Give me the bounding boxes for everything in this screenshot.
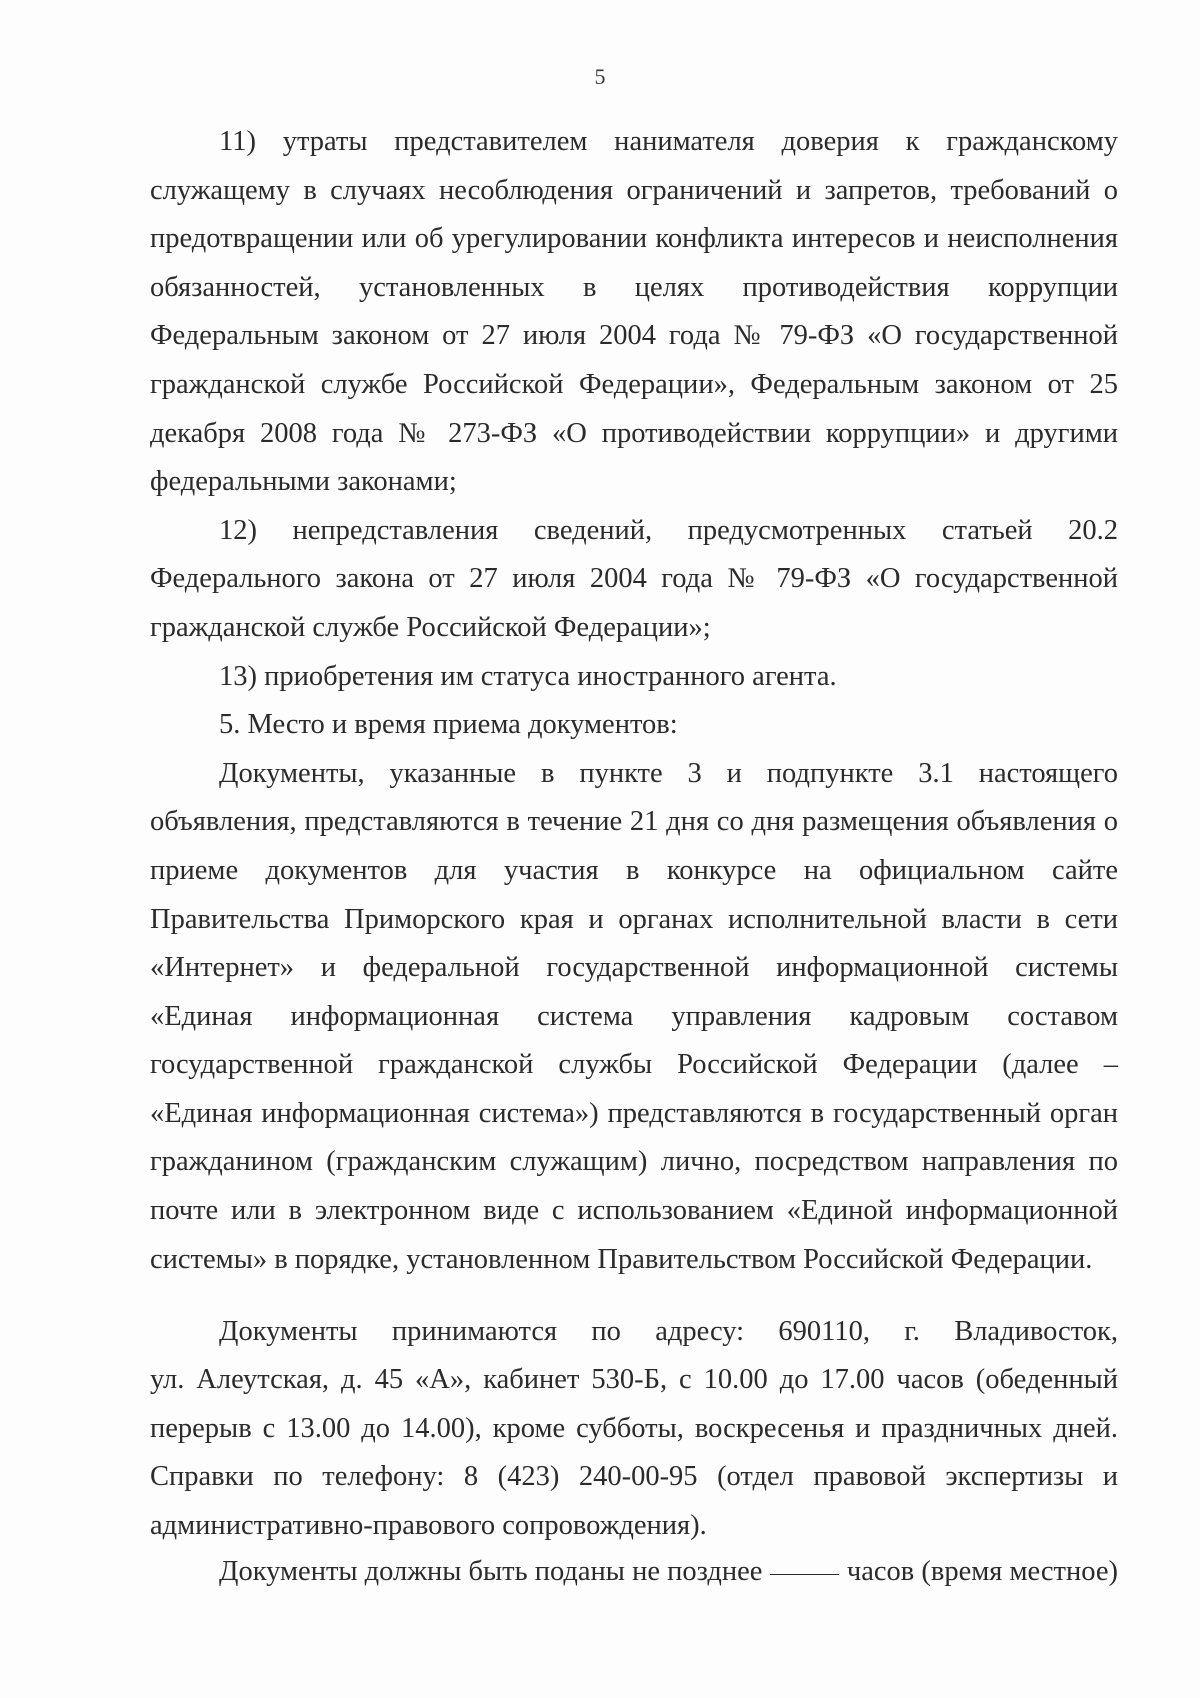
document-body [150, 118, 1118, 1284]
deadline-text-after: часов (время местное) [846, 1556, 1118, 1587]
page-number: 5 [594, 64, 606, 89]
paragraph-item-12: 12) непредставления сведений, предусмотренных статьей 20.2 Федерального закона от 27 июля 2004 года № 79-ФЗ «О государственной гражданской службе Российской Федерации»; [150, 514, 1118, 643]
deadline-line [219, 1548, 1118, 1597]
address-paragraph-rest [150, 1356, 1118, 1550]
paragraph-item-11: 11) утраты представителем нанимателя доверия к гражданскому служащему в случаях несоблюдения ограничений и запретов, требований о предотвращении или об урегулировании конфликта интересов и неисполнения обязанностей, установленных в целях противодействия коррупции Федеральным законом от 27 июля 2004 года № 79-ФЗ «О государственной гражданской службе Российской Федерации», Федеральным законом от 25 декабря 2008 года № 273-ФЗ «О противодействии коррупции» и другими федеральными законами; [150, 126, 1118, 498]
paragraph-document-submission: Документы, указанные в пункте 3 и подпункте 3.1 настоящего объявления, представляются в течение 21 дня со дня размещения объявления о приеме документов для участия в конкурсе на официальном сайте Правительства Приморского края и органах исполнительной власти в сети «Интернет» и федеральной государственной информационной системы «Единая информационная система управления кадровым составом государственной гражданской службы Российской Федерации (далее – «Единая информационная система») представляются в государственный орган гражданином (гражданским служащим) лично, посредством направления по почте или в электронном виде с использованием «Единой информационной системы» в порядке, установленном Правительством Российской Федерации. [150, 757, 1118, 1275]
section-heading-5: 5. Место и время приема документов: [219, 709, 678, 741]
deadline-text-before: Документы должны быть поданы не позднее [219, 1556, 763, 1587]
blank-field [770, 1548, 839, 1575]
address-first-line: Документы принимаются по адресу: 690110, г. Владивосток, [219, 1316, 1118, 1347]
address-details: ул. Алеутская, д. 45 «А», кабинет 530-Б, с 10.00 до 17.00 часов (обеденный перерыв с 13.00 до 14.00), кроме субботы, воскресенья и праздничных дней. Справки по телефону: 8 (423) 240-00-95 (отдел правовой экспертизы и административно-правового сопровождения). [150, 1364, 1118, 1541]
paragraph-item-13: 13) приобретения им статуса иностранного агента. [219, 660, 837, 692]
